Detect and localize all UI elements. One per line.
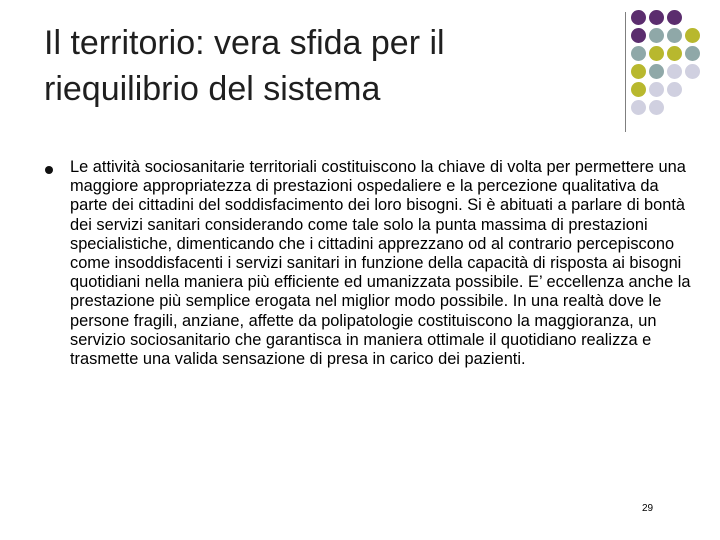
- decorative-dot: [649, 10, 664, 25]
- decorative-dot: [631, 100, 646, 115]
- decorative-dot: [649, 82, 664, 97]
- decorative-dot: [685, 28, 700, 43]
- decorative-dot: [631, 28, 646, 43]
- decorative-dot: [631, 64, 646, 79]
- decorative-dot: [667, 64, 682, 79]
- slide-title: Il territorio: vera sfida per il riequilibrio del sistema: [44, 24, 445, 108]
- decorative-dot: [667, 46, 682, 61]
- decorative-dot: [649, 46, 664, 61]
- decorative-dot: [685, 46, 700, 61]
- decorative-dot: [631, 46, 646, 61]
- decorative-dot: [631, 10, 646, 25]
- page-number: 29: [642, 503, 654, 514]
- decorative-dot: [667, 10, 682, 25]
- decorative-dot: [685, 64, 700, 79]
- decorative-dot: [649, 100, 664, 115]
- decorative-dot: [649, 28, 664, 43]
- decorative-dot-grid: [628, 8, 720, 118]
- decorative-dot: [631, 82, 646, 97]
- title-divider-line: [625, 12, 626, 132]
- body-paragraph: Le attività sociosanitarie territoriali costituiscono la chiave di volta per permettere una maggiore appropriatezza di prestazioni ospedaliere e la percezione qualitativa da parte dei cittadini del soddisfacimento dei loro bisogni. Si è abituati a parlare di bontà dei servizi sanitari considerando come tale solo la punta massima di prestazioni specialistiche, dimenticando che i cittadini apprezzano od al contrario percepiscono come insoddisfacenti i servizi sanitari in funzione della capacità di risposta ai bisogni quotidiani nella maniera più efficiente ed umanizzata possibile. E’ eccellenza anche la prestazione più semplice erogata nel miglior modo possibile. In una realtà dove le persone fragili, anziane, affette da polipatologie costituiscono la maggioranza, un servizio sociosanitario che garantisca in maniera ottimale il quotidiano realizza e trasmette una valida sensazione di presa in carico dei pazienti.: [70, 158, 691, 369]
- decorative-dot: [649, 64, 664, 79]
- bullet-icon: [45, 166, 53, 174]
- decorative-dot: [667, 82, 682, 97]
- decorative-dot: [667, 28, 682, 43]
